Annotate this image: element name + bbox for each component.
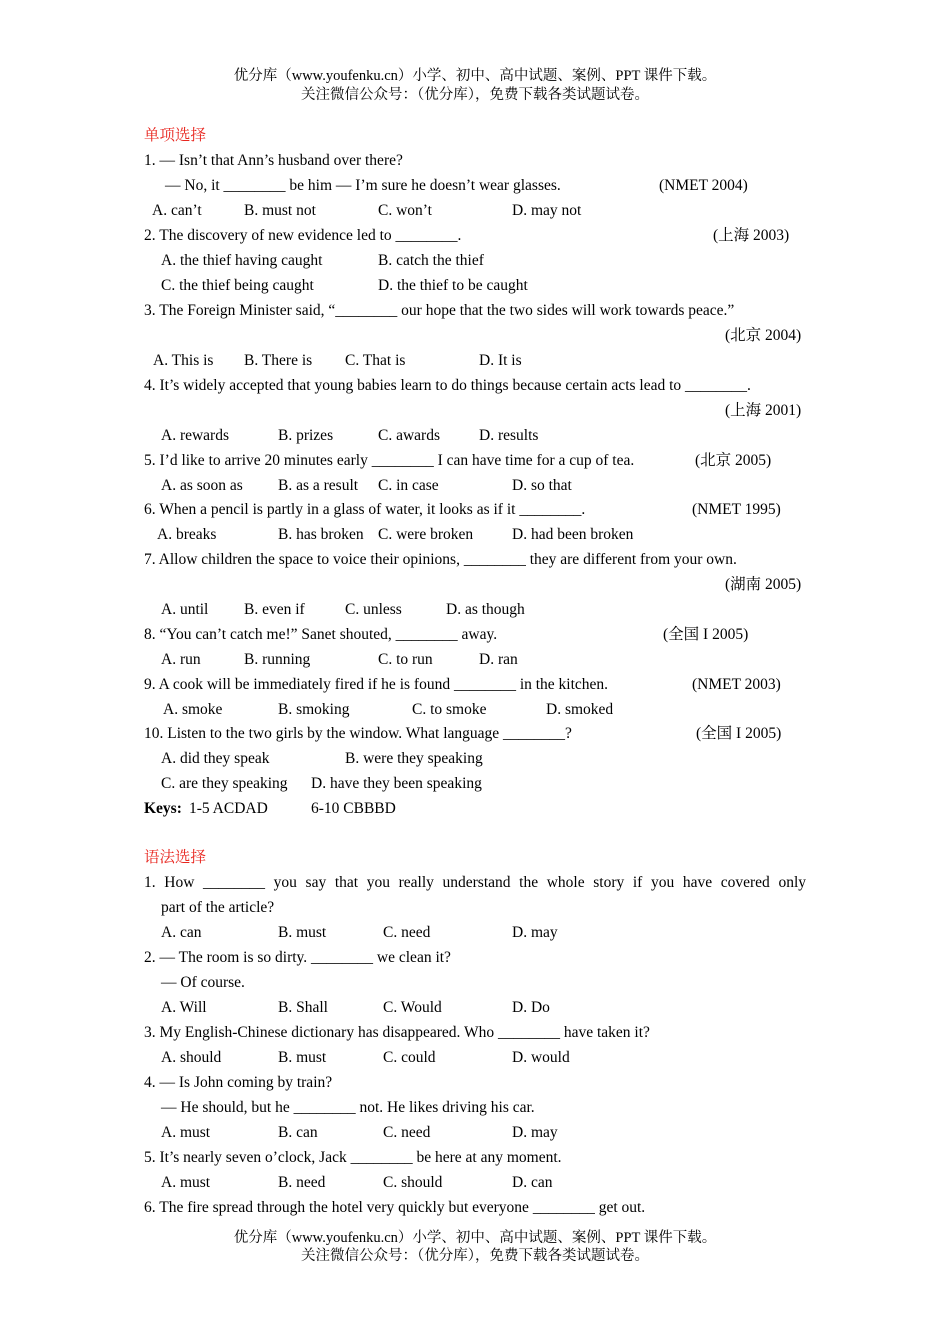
question-3-option-b: B. There is (244, 352, 313, 369)
grammar-question-2-option-d: D. Do (512, 999, 550, 1016)
grammar-question-3-option-a: A. should (161, 1049, 222, 1066)
question-9-option-a: A. smoke (163, 701, 223, 718)
page-header-line1: 优分库（www.youfenku.cn）小学、初中、高中试题、案例、PPT 课件下载。 (233, 68, 717, 84)
question-4-source: (上海 2001) (725, 402, 802, 419)
grammar-question-3-line-1: 3. My English-Chinese dictionary has disappeared. Who ________ have taken it? (144, 1024, 650, 1041)
grammar-question-3-option-b: B. must (278, 1049, 327, 1066)
question-6-source: (NMET 1995) (692, 501, 781, 518)
grammar-question-1-option-b: B. must (278, 924, 327, 941)
question-5-source: (北京 2005) (695, 452, 772, 469)
question-5-option-c: C. in case (378, 477, 439, 494)
grammar-question-5-option-b: B. need (278, 1174, 326, 1191)
question-9-line-1: 9. A cook will be immediately fired if he is found ________ in the kitchen. (144, 676, 609, 693)
question-2-option-b: B. catch the thief (378, 252, 484, 269)
grammar-question-1-option-d: D. may (512, 924, 558, 941)
question-6-option-b: B. has broken (278, 526, 364, 543)
section-title-single-choice: 单项选择 (144, 127, 207, 144)
grammar-question-4-line-1: 4. — Is John coming by train? (144, 1074, 333, 1091)
question-9-option-d: D. smoked (546, 701, 614, 718)
page-header-line2: 关注微信公众号：（优分库），免费下载各类试题试卷。 (301, 87, 649, 103)
question-1-line-1: 1. — Isn’t that Ann’s husband over there? (144, 152, 403, 169)
grammar-question-5-option-c: C. should (383, 1174, 443, 1191)
question-10-line-1: 10. Listen to the two girls by the window. What language ________? (144, 725, 572, 742)
grammar-question-1-option-a: A. can (161, 924, 202, 941)
question-2-option-a: A. the thief having caught (161, 252, 323, 269)
question-4-option-c: C. awards (378, 427, 440, 444)
question-7-option-b: B. even if (244, 601, 305, 618)
question-5-option-b: B. as a result (278, 477, 359, 494)
question-1-line-2: — No, it ________ be him — I’m sure he doesn’t wear glasses. (165, 177, 561, 194)
question-8-source: (全国 I 2005) (663, 626, 749, 643)
question-1-option-b: B. must not (244, 202, 316, 219)
page-footer-line2: 关注微信公众号：（优分库），免费下载各类试题试卷。 (301, 1248, 649, 1264)
question-6-line-1: 6. When a pencil is partly in a glass of water, it looks as if it ________. (144, 501, 586, 518)
question-2-option-d: D. the thief to be caught (378, 277, 528, 294)
question-4-option-d: D. results (479, 427, 539, 444)
question-5-line-1: 5. I’d like to arrive 20 minutes early ________ I can have time for a cup of tea. (144, 452, 635, 469)
grammar-question-1-option-c: C. need (383, 924, 431, 941)
question-3-line-1: 3. The Foreign Minister said, “________ our hope that the two sides will work towards peace.” (144, 302, 735, 319)
question-9-option-b: B. smoking (278, 701, 350, 718)
question-4-option-a: A. rewards (161, 427, 230, 444)
question-3-option-c: C. That is (345, 352, 406, 369)
question-6-option-c: C. were broken (378, 526, 474, 543)
question-8-option-c: C. to run (378, 651, 433, 668)
grammar-question-2-option-b: B. Shall (278, 999, 328, 1016)
question-1-option-a: A. can’t (152, 202, 202, 219)
grammar-question-2-option-a: A. Will (161, 999, 207, 1016)
grammar-question-4-option-c: C. need (383, 1124, 431, 1141)
grammar-question-2-line-2: — Of course. (161, 974, 245, 991)
question-9-source: (NMET 2003) (692, 676, 781, 693)
question-10-option-c: C. are they speaking (161, 775, 288, 792)
question-7-option-c: C. unless (345, 601, 402, 618)
grammar-question-3-option-d: D. would (512, 1049, 570, 1066)
grammar-question-4-option-d: D. may (512, 1124, 558, 1141)
question-3-option-a: A. This is (153, 352, 214, 369)
question-4-line-1: 4. It’s widely accepted that young babies learn to do things because certain acts lead to ________. (144, 377, 751, 394)
answer-keys-label: Keys: (144, 800, 182, 817)
grammar-question-5-option-d: D. can (512, 1174, 553, 1191)
grammar-question-1-line-2: part of the article? (161, 899, 275, 916)
question-8-line-1: 8. “You can’t catch me!” Sanet shouted, ________ away. (144, 626, 498, 643)
question-1-option-c: C. won’t (378, 202, 432, 219)
section-title-grammar-choice: 语法选择 (144, 849, 207, 866)
grammar-question-2-option-c: C. Would (383, 999, 442, 1016)
question-1-option-d: D. may not (512, 202, 582, 219)
question-3-source: (北京 2004) (725, 327, 802, 344)
answer-keys-1-5: 1-5 ACDAD (189, 800, 268, 817)
question-10-option-a: A. did they speak (161, 750, 270, 767)
grammar-question-6-line-1: 6. The fire spread through the hotel very quickly but everyone ________ get out. (144, 1199, 646, 1216)
grammar-question-5-line-1: 5. It’s nearly seven o’clock, Jack ________ be here at any moment. (144, 1149, 562, 1166)
question-8-option-b: B. running (244, 651, 311, 668)
question-8-option-a: A. run (161, 651, 201, 668)
page-footer-line1: 优分库（www.youfenku.cn）小学、初中、高中试题、案例、PPT 课件下载。 (233, 1230, 717, 1246)
grammar-question-3-option-c: C. could (383, 1049, 436, 1066)
question-6-option-d: D. had been broken (512, 526, 634, 543)
answer-keys-6-10: 6-10 CBBBD (311, 800, 396, 817)
question-5-option-d: D. so that (512, 477, 572, 494)
question-7-option-a: A. until (161, 601, 209, 618)
question-10-option-b: B. were they speaking (345, 750, 483, 767)
question-1-source: (NMET 2004) (659, 177, 748, 194)
grammar-question-4-line-2: — He should, but he ________ not. He likes driving his car. (161, 1099, 535, 1116)
question-2-line-1: 2. The discovery of new evidence led to ________. (144, 227, 462, 244)
grammar-question-5-option-a: A. must (161, 1174, 211, 1191)
grammar-question-2-line-1: 2. — The room is so dirty. ________ we clean it? (144, 949, 451, 966)
grammar-question-4-option-b: B. can (278, 1124, 318, 1141)
grammar-question-1-line-1: 1. How ________ you say that you really understand the whole story if you have covered only (144, 874, 806, 891)
question-7-option-d: D. as though (446, 601, 525, 618)
question-2-option-c: C. the thief being caught (161, 277, 314, 294)
question-4-option-b: B. prizes (278, 427, 334, 444)
question-2-source: (上海 2003) (713, 227, 790, 244)
question-10-source: (全国 I 2005) (696, 725, 782, 742)
question-6-option-a: A. breaks (157, 526, 217, 543)
question-5-option-a: A. as soon as (161, 477, 243, 494)
question-8-option-d: D. ran (479, 651, 518, 668)
question-7-source: (湖南 2005) (725, 576, 802, 593)
question-9-option-c: C. to smoke (412, 701, 487, 718)
question-7-line-1: 7. Allow children the space to voice their opinions, ________ they are different from your own. (144, 551, 737, 568)
grammar-question-4-option-a: A. must (161, 1124, 211, 1141)
question-3-option-d: D. It is (479, 352, 522, 369)
question-10-option-d: D. have they been speaking (311, 775, 482, 792)
